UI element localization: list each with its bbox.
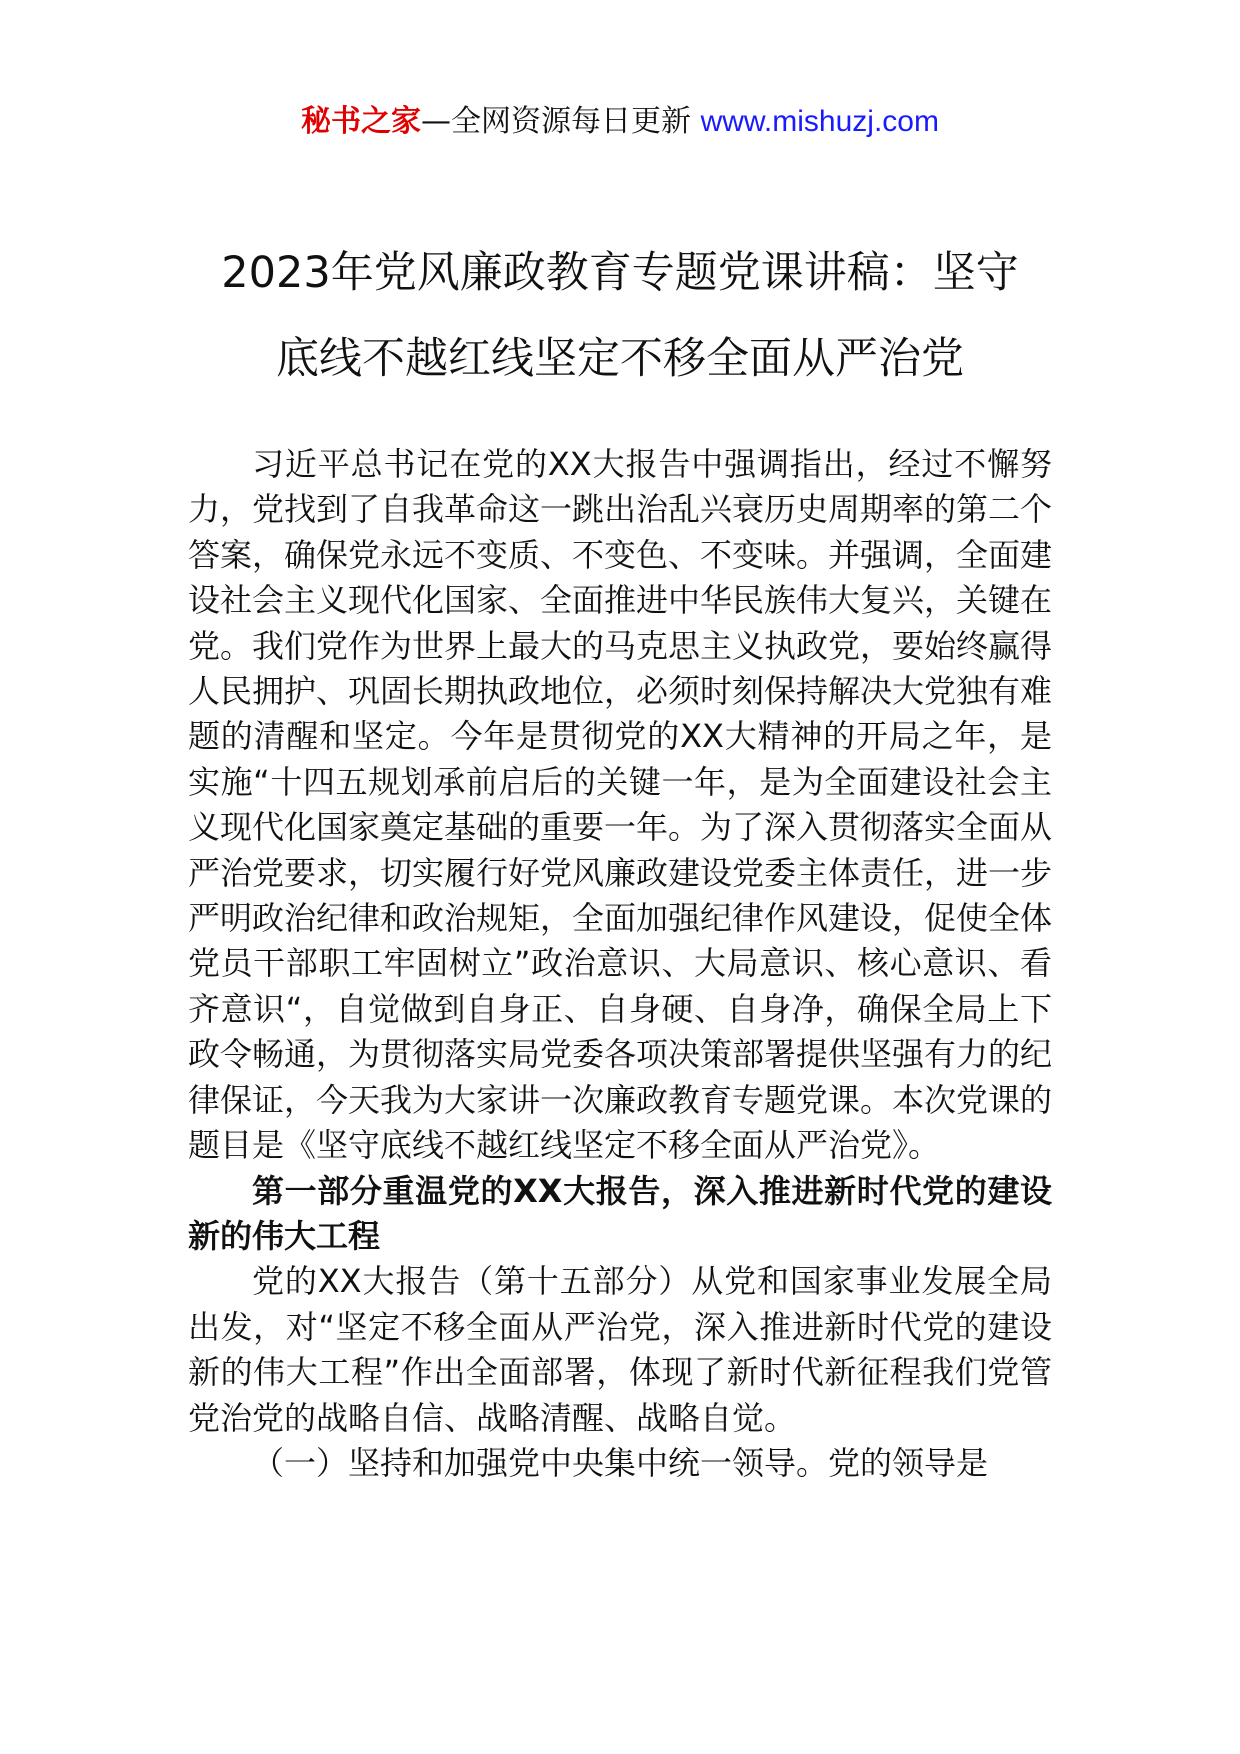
title-line-2: 底线不越红线坚定不移全面从严治党 (276, 334, 964, 384)
paragraph-intro: 习近平总书记在党的XX大报告中强调指出，经过不懈努力，党找到了自我革命这一跳出治乱兴衰历史周期率的第二个答案，确保党永远不变质、不变色、不变味。并强调，全面建设社会主义现代化国家、全面推进中华民族伟大复兴，关键在党。我们党作为世界上最大的马克思主义执政党，要始终赢得人民拥护、巩固长期执政地位，必须时刻保持解决大党独有难题的清醒和坚定。今年是贯彻党的XX大精神的开局之年，是实施“十四五规划承前启后的关键一年，是为全面建设社会主义现代化国家奠定基础的重要一年。为了深入贯彻落实全面从严治党要求，切实履行好党风廉政建设党委主体责任，进一步严明政治纪律和政治规矩，全面加强纪律作风建设，促使全体党员干部职工牢固树立”政治意识、大局意识、核心意识、看齐意识“，自觉做到自身正、自身硬、自身净，确保全局上下政令畅通，为贯彻落实局党委各项决策部署提供坚强有力的纪律保证，今天我为大家讲一次廉政教育专题党课。本次党课的题目是《坚守底线不越红线坚定不移全面从严治党》。 (188, 445, 1053, 1165)
paragraph-report-overview: 党的XX大报告（第十五部分）从党和国家事业发展全局出发，对“坚定不移全面从严治党，深入推进新时代党的建设新的伟大工程”作出全面部署，体现了新时代新征程我们党管党治党的战略自信、战略清醒、战略自觉。 (188, 1262, 1052, 1437)
document-title (150, 230, 1090, 402)
header-tagline: —全网资源每日更新 (421, 104, 701, 139)
site-header (0, 100, 1240, 144)
site-url-link[interactable]: www.mishuzj.com (700, 105, 939, 138)
section-heading-part-one: 第一部分重温党的XX大报告，深入推进新时代党的建设新的伟大工程 (188, 1171, 1052, 1255)
title-line-1: 2023年党风廉政教育专题党课讲稿：坚守 (221, 248, 1019, 298)
document-body (188, 442, 1052, 1486)
paragraph-subsection-one: （一）坚持和加强党中央集中统一领导。党的领导是 (252, 1443, 989, 1482)
brand-name: 秘书之家 (301, 104, 422, 139)
